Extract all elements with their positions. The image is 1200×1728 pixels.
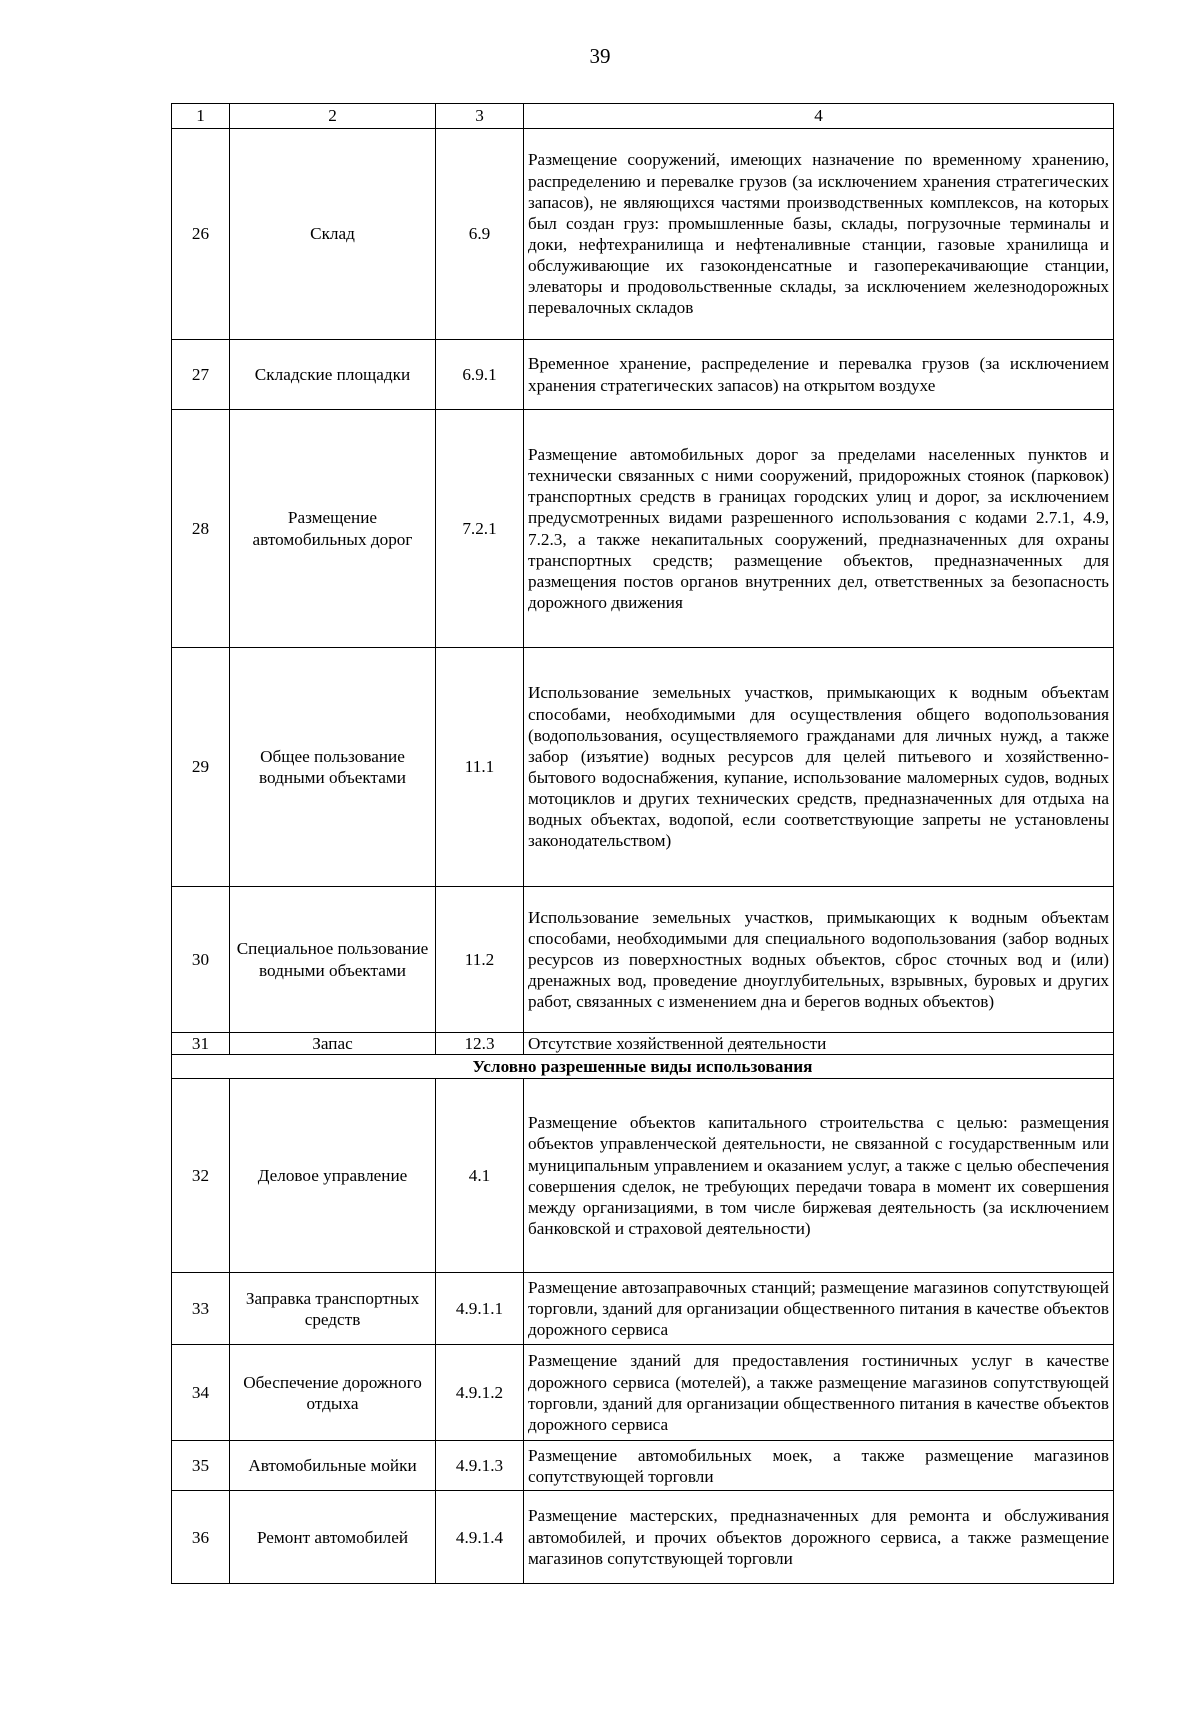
use-name: Специальное пользование водными объектами [230, 887, 436, 1033]
table-row [172, 1273, 1114, 1345]
use-code: 4.9.1.4 [436, 1491, 524, 1584]
table-row [172, 1079, 1114, 1273]
table-row [172, 1345, 1114, 1441]
row-number: 36 [172, 1491, 230, 1584]
use-name: Общее пользование водными объектами [230, 648, 436, 887]
use-code: 4.9.1.2 [436, 1345, 524, 1441]
use-description: Временное хранение, распределение и перевалка грузов (за исключением хранения стратегических запасов) на открытом воздухе [524, 340, 1114, 410]
use-name: Склад [230, 129, 436, 340]
use-description: Размещение объектов капитального строительства с целью: размещения объектов управленческой деятельности, не связанной с государственным или муниципальным управлением и оказанием услуг, а также с целью обеспечения совершения сделок, не требующих передачи товара в момент их совершения между организациями, в том числе биржевая деятельность (за исключением банковской и страховой деятельности) [524, 1079, 1114, 1273]
use-name: Запас [230, 1033, 436, 1055]
section-row [172, 1055, 1114, 1079]
row-number: 30 [172, 887, 230, 1033]
use-code: 6.9.1 [436, 340, 524, 410]
table-row [172, 648, 1114, 887]
use-name: Размещение автомобильных дорог [230, 410, 436, 648]
header-cell-2: 2 [230, 104, 436, 129]
row-number: 34 [172, 1345, 230, 1441]
row-number: 28 [172, 410, 230, 648]
row-number: 31 [172, 1033, 230, 1055]
use-description: Использование земельных участков, примыкающих к водным объектам способами, необходимыми для специального водопользования (забор водных ресурсов из поверхностных водных объектов, сброс сточных вод и (или) дренажных вод, проведение дноуглубительных, взрывных, буровых и других работ, связанных с изменением дна и берегов водных объектов) [524, 887, 1114, 1033]
use-code: 11.1 [436, 648, 524, 887]
use-code: 4.9.1.3 [436, 1441, 524, 1491]
row-number: 33 [172, 1273, 230, 1345]
use-name: Ремонт автомобилей [230, 1491, 436, 1584]
use-description: Размещение мастерских, предназначенных для ремонта и обслуживания автомобилей, и прочих объектов дорожного сервиса, а также размещение магазинов сопутствующей торговли [524, 1491, 1114, 1584]
use-code: 7.2.1 [436, 410, 524, 648]
header-cell-1: 1 [172, 104, 230, 129]
page-number: 39 [589, 44, 611, 68]
table-row [172, 1441, 1114, 1491]
header-cell-3: 3 [436, 104, 524, 129]
use-description: Использование земельных участков, примыкающих к водным объектам способами, необходимыми для осуществления общего водопользования (водопользования, осуществляемого гражданами для личных нужд, а также забор (изъятие) водных ресурсов для целей питьевого и хозяйственно-бытового водоснабжения, купание, использование маломерных судов, водных мотоциклов и других технических средств, предназначенных для отдыха на водных объектах, водопой, если соответствующие запреты не установлены законодательством) [524, 648, 1114, 887]
use-code: 4.1 [436, 1079, 524, 1273]
use-code: 12.3 [436, 1033, 524, 1055]
use-name: Деловое управление [230, 1079, 436, 1273]
header-cell-4: 4 [524, 104, 1114, 129]
row-number: 35 [172, 1441, 230, 1491]
use-description: Размещение автомобильных моек, а также размещение магазинов сопутствующей торговли [524, 1441, 1114, 1491]
table-row [172, 1491, 1114, 1584]
use-code: 6.9 [436, 129, 524, 340]
use-description: Размещение автозаправочных станций; размещение магазинов сопутствующей торговли, зданий для организации общественного питания в качестве объектов дорожного сервиса [524, 1273, 1114, 1345]
row-number: 32 [172, 1079, 230, 1273]
use-description: Размещение сооружений, имеющих назначение по временному хранению, распределению и перевалке грузов (за исключением хранения стратегических запасов), не являющихся частями производственных комплексов, на которых был создан груз: промышленные базы, склады, погрузочные терминалы и доки, нефтехранилища и нефтеналивные станции, газовые хранилища и обслуживающие их газоконденсатные и газоперекачивающие станции, элеваторы и продовольственные склады, за исключением железнодорожных перевалочных складов [524, 129, 1114, 340]
use-description: Размещение автомобильных дорог за пределами населенных пунктов и технически связанных с ними сооружений, придорожных стоянок (парковок) транспортных средств в границах городских улиц и дорог, за исключением предусмотренных видами разрешенного использования с кодами 2.7.1, 4.9, 7.2.3, а также некапитальных сооружений, предназначенных для охраны транспортных средств; размещение объектов, предназначенных для размещения постов органов внутренних дел, ответственных за безопасность дорожного движения [524, 410, 1114, 648]
row-number: 27 [172, 340, 230, 410]
use-code: 4.9.1.1 [436, 1273, 524, 1345]
header-row [172, 104, 1114, 129]
use-description: Размещение зданий для предоставления гостиничных услуг в качестве дорожного сервиса (мотелей), а также размещение магазинов сопутствующей торговли, зданий для организации общественного питания в качестве объектов дорожного сервиса [524, 1345, 1114, 1441]
row-number: 26 [172, 129, 230, 340]
table-row [172, 129, 1114, 340]
table-row [172, 887, 1114, 1033]
row-number: 29 [172, 648, 230, 887]
table-row [172, 340, 1114, 410]
table-row [172, 410, 1114, 648]
use-name: Заправка транспортных средств [230, 1273, 436, 1345]
use-name: Автомобильные мойки [230, 1441, 436, 1491]
use-description: Отсутствие хозяйственной деятельности [524, 1033, 1114, 1055]
use-name: Складские площадки [230, 340, 436, 410]
use-code: 11.2 [436, 887, 524, 1033]
table-row [172, 1033, 1114, 1055]
section-title: Условно разрешенные виды использования [172, 1055, 1114, 1079]
use-name: Обеспечение дорожного отдыха [230, 1345, 436, 1441]
land-use-table [171, 103, 1114, 1584]
